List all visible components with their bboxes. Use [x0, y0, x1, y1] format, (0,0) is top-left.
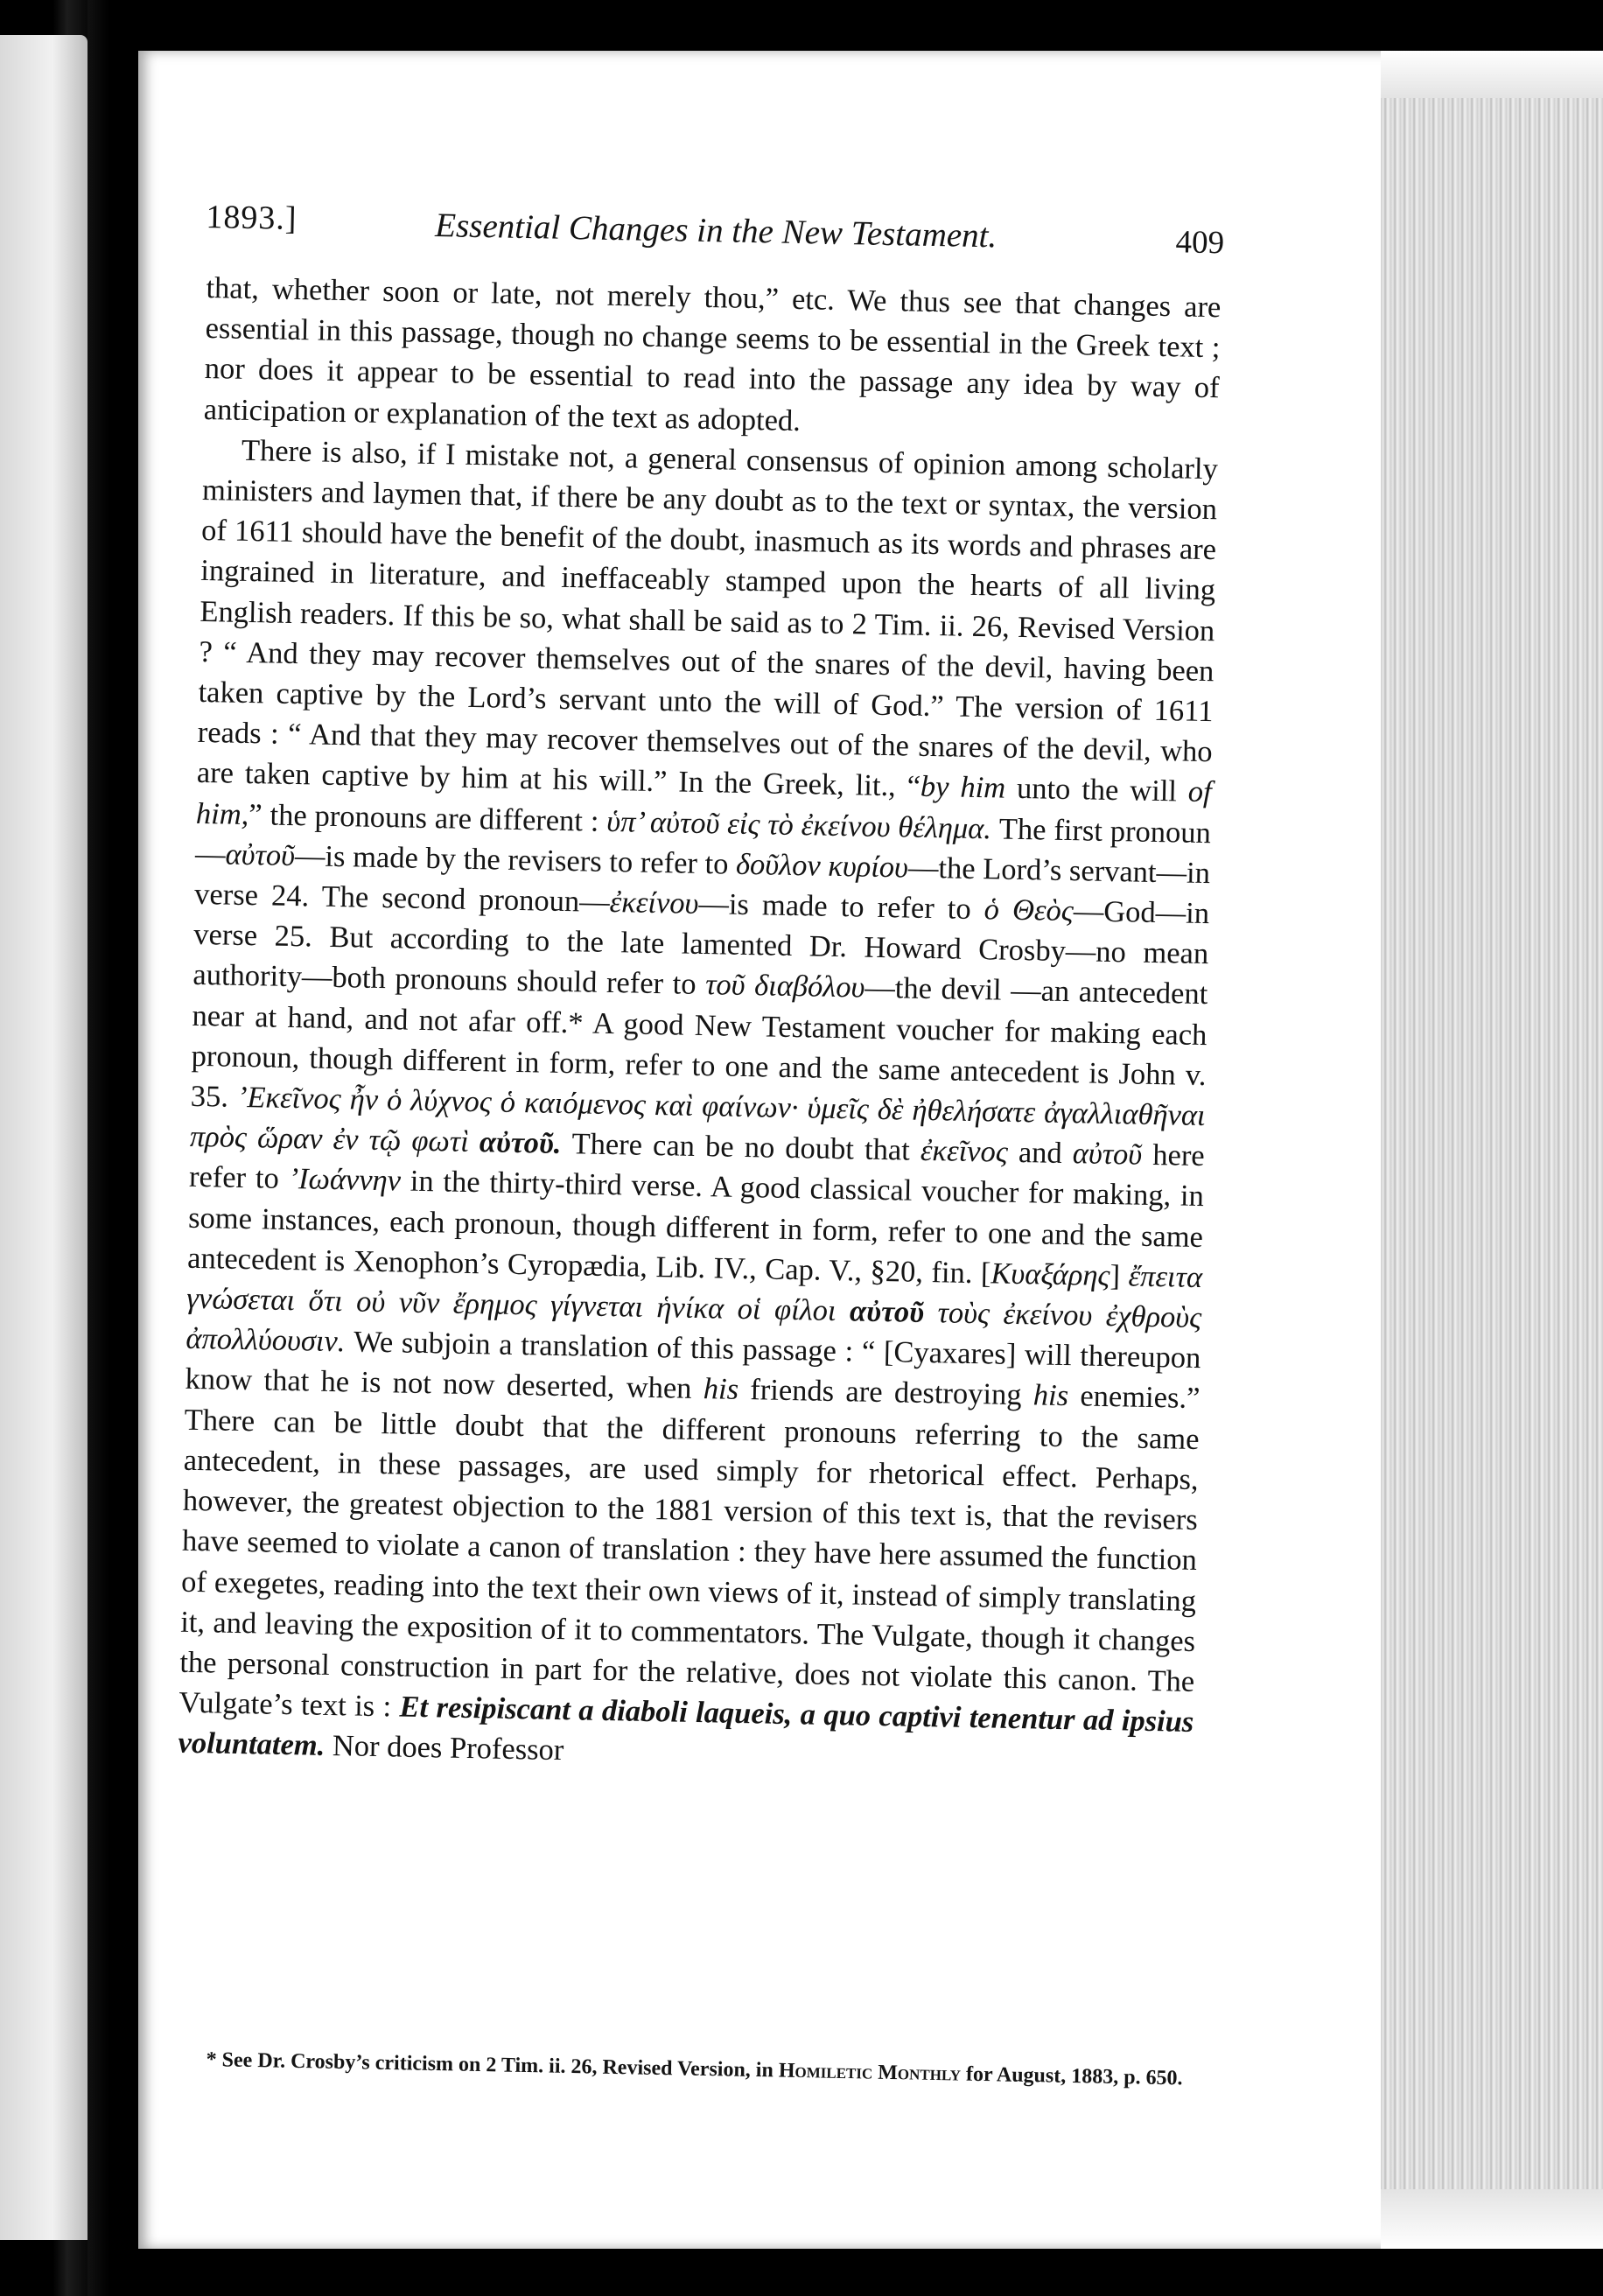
p2-text: —the Lord’s servant—in verse 24. The second pronoun—	[193, 850, 1211, 920]
greek-text: ἔπειτα γνώσεται ὅτι οὐ νῦν ἔρημος γίγνεται ἡνίκα οἱ φίλοι	[186, 1259, 1203, 1328]
p2-text: and	[1007, 1136, 1074, 1171]
greek-text: ’Ιωάννην	[288, 1162, 402, 1198]
greek-text: ’Εκεῖνος ἦν ὁ λύχνος ὁ καιόμενος καὶ φαίνων· ὑμεῖς δὲ ἠθελήσατε ἀγαλλιαθῆναι πρὸς ὥραν ἐν τῷ φωτὶ	[189, 1080, 1206, 1159]
p2-text: enemies.” There can be little doubt that the different pronouns referring to the same antecedent, in these passages, are used simply for rhetorical effect. Perhaps, however, the greatest objection to the 1881 version of this text is, that the revisers have seemed to violate a canon of translation : they have here assumed the function of exegetes, reading into the text their own views of it, instead of simply translating it, and leaving the exposition of it to commentators. The Vulgate, though it changes the personal construction in part for the relative, does not violate this canon. The Vulgate’s text is :	[178, 1379, 1200, 1724]
paragraph-1: that, whether soon or late, not merely thou,” etc. We thus see that changes are essential in this passage, though no change seems to be essential in the Greek text ; nor does it appear to be essential to read into the passage any idea by way of anticipation or explanation of the text as adopted.	[203, 270, 1222, 438]
p2-text: There can be no doubt that	[561, 1127, 921, 1168]
footnote-text: for August, 1883, p. 650.	[960, 2062, 1183, 2090]
p2-text: The first pronoun—	[194, 811, 1212, 872]
p2-text: friends are destroying	[738, 1373, 1034, 1412]
p2-text: There is also, if I mistake not, a general consensus of opinion among scholarly ministers and laymen that, if there be any doubt as to the text or syntax, the version of 1611 should have the benefit of the doubt, inasmuch as its words and phrases are ingrained in literature, and ineffaceably stamped upon the hearts of all living English readers. If this be so, what shall be said as to 2 Tim. ii. 26, Revised Version ? “ And they may recover themselves out of the snares of the devil, having been taken captive by the Lord’s servant unto the will of God.” The version of 1611 reads : “ And that they may recover themselves out of the snares of the devil, who are taken captive by him at his will.” In the Greek, lit., “	[196, 433, 1219, 804]
p2-text: Nor does Professor	[324, 1729, 564, 1768]
body-text	[178, 268, 1222, 1782]
greek-text: τοῦ διαβόλου	[704, 968, 865, 1005]
greek-text: ὑπ’ αὐτοῦ εἰς τὸ ἐκείνου θέλημα.	[606, 804, 992, 845]
footnote-text: * See Dr. Crosby’s criticism on 2 Tim. ii. 26, Revised Version, in	[206, 2048, 780, 2082]
p2-text: in the thirty-third verse. A good classical voucher for making, in some instances, each pronoun, though different in form, refer to one and the same antecedent is Xenophon’s Cyropædia, Lib. IV., Cap. V., §20, fin. [	[186, 1164, 1205, 1291]
latin-quote: Et resipiscant a diaboli laqueis, a quo captivi tenentur ad ipsius voluntatem.	[178, 1690, 1194, 1763]
p2-italic: his	[703, 1372, 739, 1407]
p2-text: ” the pronouns are different :	[248, 797, 607, 838]
greek-text: ἐκείνου	[609, 886, 699, 920]
p2-italic: of him,	[195, 775, 1213, 831]
p2-text: unto the will	[1004, 772, 1189, 809]
greek-text: ὁ Θεὸς	[984, 892, 1074, 928]
p2-text: —God—in verse 25. But according to the late lamented Dr. Howard Crosby—no mean authority—both pronouns should refer to	[192, 894, 1210, 1002]
greek-text: αὐτοῦ	[1072, 1137, 1143, 1172]
p2-text: —is made by the revisers to refer to	[294, 838, 737, 881]
p2-italic: by him	[920, 770, 1006, 806]
book-gutter	[88, 0, 142, 2296]
greek-text: τοὺς ἐκείνου ἐχθροὺς ἀπολλύουσιν.	[186, 1296, 1202, 1359]
greek-text: ἐκεῖνος	[920, 1134, 1009, 1170]
running-head-year: 1893.]	[206, 198, 298, 237]
page-edges-top	[1381, 51, 1603, 98]
page-block-edges	[1381, 98, 1603, 2189]
greek-text: αὐτοῦ	[225, 837, 296, 872]
greek-text-bold: αὐτοῦ.	[468, 1125, 562, 1161]
left-page-edge	[0, 35, 88, 2240]
page-edges-bottom	[1381, 2189, 1603, 2249]
p2-text: —the devil —an antecedent near at hand, and not afar off.* A good New Testament voucher for making each pronoun, though different in form, refer to one and the same antecedent is John v. 35.	[190, 971, 1208, 1114]
p2-text: —is made to refer to	[698, 886, 985, 927]
greek-text-bold: αὐτοῦ	[836, 1294, 938, 1330]
paragraph-2	[178, 430, 1218, 1783]
greek-text: Κυαξάρης	[990, 1256, 1110, 1292]
p2-text: here refer to	[188, 1138, 1206, 1196]
running-head-title: Essential Changes in the New Testament.	[434, 206, 998, 256]
greek-text: δοῦλον κυρίου	[735, 847, 909, 885]
p2-italic: his	[1032, 1378, 1069, 1413]
footnote-journal: Homiletic Monthly	[778, 2059, 962, 2086]
p2-text: ]	[1110, 1258, 1129, 1293]
p2-text: We subjoin a translation of this passage : “ [Cyaxares] will thereupon know that he is not now deserted, when	[185, 1325, 1201, 1406]
page-number: 409	[1175, 224, 1225, 262]
